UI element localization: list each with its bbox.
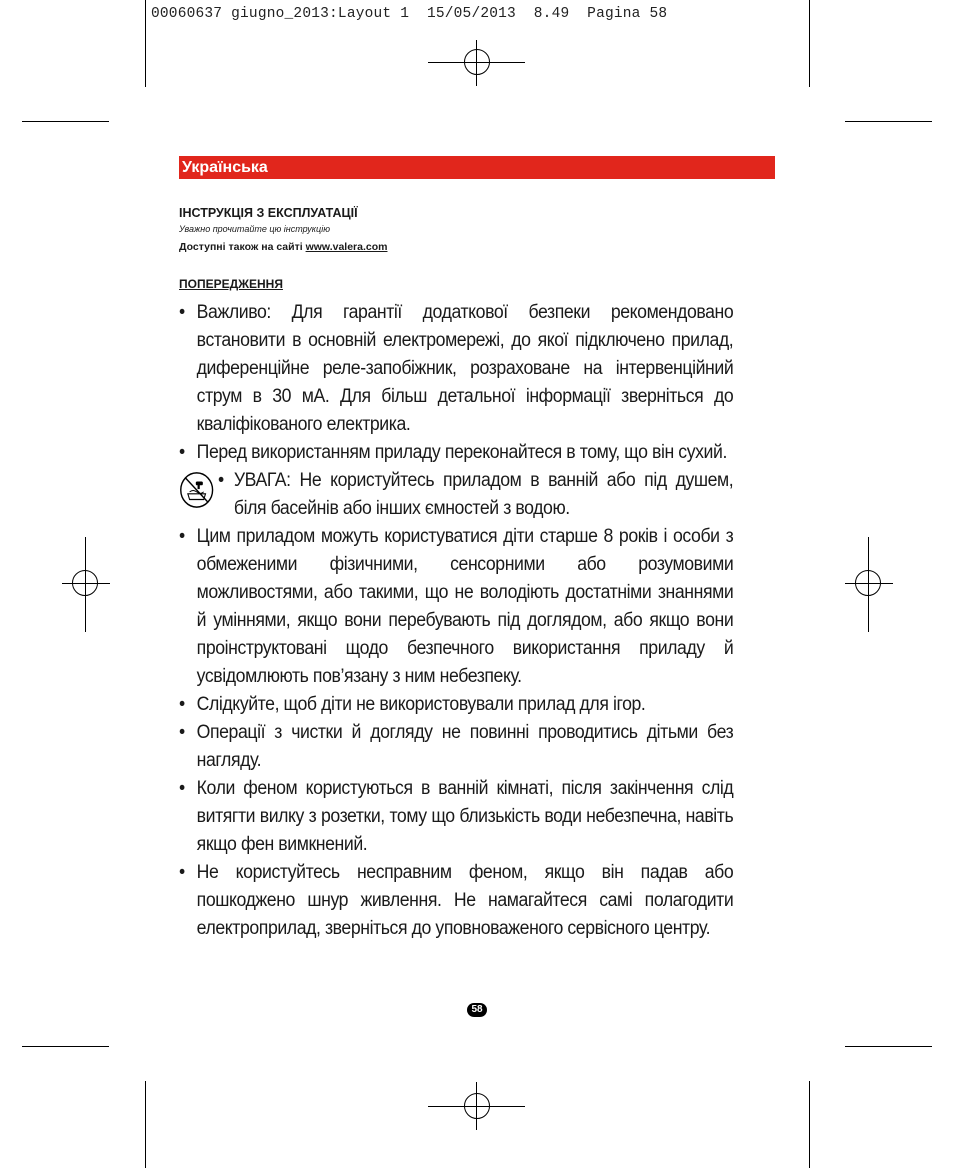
list-item: • Цим приладом можуть користуватися діти старше 8 років і особи з обмеженими фізичними, сенсорними або розумовими можливостями, або такими, що не володіють достатніми знаннями й уміннями, якщо вони перебувають під доглядом, або якщо вони проінструктовані щодо безпечного використання приладу й усвідомлюють пов’язану з ним небезпеку.: [179, 523, 733, 691]
site-url[interactable]: www.valera.com: [305, 241, 388, 253]
list-item: • Операції з чистки й догляду не повинні проводитись дітьми без нагляду.: [179, 719, 733, 775]
list-item: • Слідкуйте, щоб діти не використовували прилад для ігор.: [179, 691, 733, 719]
list-item: • Важливо: Для гарантії додаткової безпеки рекомендовано встановити в основній електромережі, до якої підключено прилад, диференційне реле-запобіжник, розраховане на інтервенційний струм в 30 мА. Для більш детальної інформації зверніться до кваліфікованого електрика.: [179, 299, 733, 439]
crop-mark: [809, 0, 810, 87]
crop-mark: [845, 121, 932, 122]
instructions-heading: ІНСТРУКЦІЯ З ЕКСПЛУАТАЦІЇ: [179, 206, 358, 220]
crop-mark: [845, 1046, 932, 1047]
crop-mark: [145, 1081, 146, 1168]
crop-mark: [809, 1081, 810, 1168]
no-hairdryer-near-water-icon: [179, 471, 214, 509]
list-item-warning: • УВАГА: Не користуйтесь приладом в ванній або під душем, біля басейнів або інших ємностей з водою.: [179, 467, 733, 523]
bullet: •: [179, 722, 185, 743]
list-item: • Перед використанням приладу переконайтеся в тому, що він сухий.: [179, 439, 733, 467]
bullet: •: [179, 302, 185, 323]
crop-mark: [22, 121, 109, 122]
bullet: •: [179, 862, 185, 883]
warnings-heading: ПОПЕРЕДЖЕННЯ: [179, 277, 283, 291]
site-text: Доступні також на сайті: [179, 241, 303, 253]
list-item: • Коли феном користуються в ванній кімнаті, після закінчення слід витягти вилку з розетки, тому що близькість води небезпечна, навіть якщо фен вимкнений.: [179, 775, 733, 859]
crop-mark: [145, 0, 146, 87]
instructions-subheading: Уважно прочитайте цю інструкцію: [179, 224, 330, 234]
language-header: Українська: [179, 156, 775, 179]
warnings-list: [179, 299, 733, 943]
crop-mark: [22, 1046, 109, 1047]
bullet: •: [179, 778, 185, 799]
page-number: 58: [467, 1003, 487, 1017]
bullet: •: [179, 526, 185, 547]
bullet: •: [218, 470, 224, 491]
site-line: [179, 241, 387, 253]
list-item: • Не користуйтесь несправним феном, якщо він падав або пошкоджено шнур живлення. Не намагайтеся самі полагодити електроприлад, зверніться до уповноваженого сервісного центру.: [179, 859, 733, 943]
bullet: •: [179, 694, 185, 715]
print-slug: 00060637 giugno_2013:Layout 1 15/05/2013 8.49 Pagina 58: [151, 6, 668, 22]
bullet: •: [179, 442, 185, 463]
